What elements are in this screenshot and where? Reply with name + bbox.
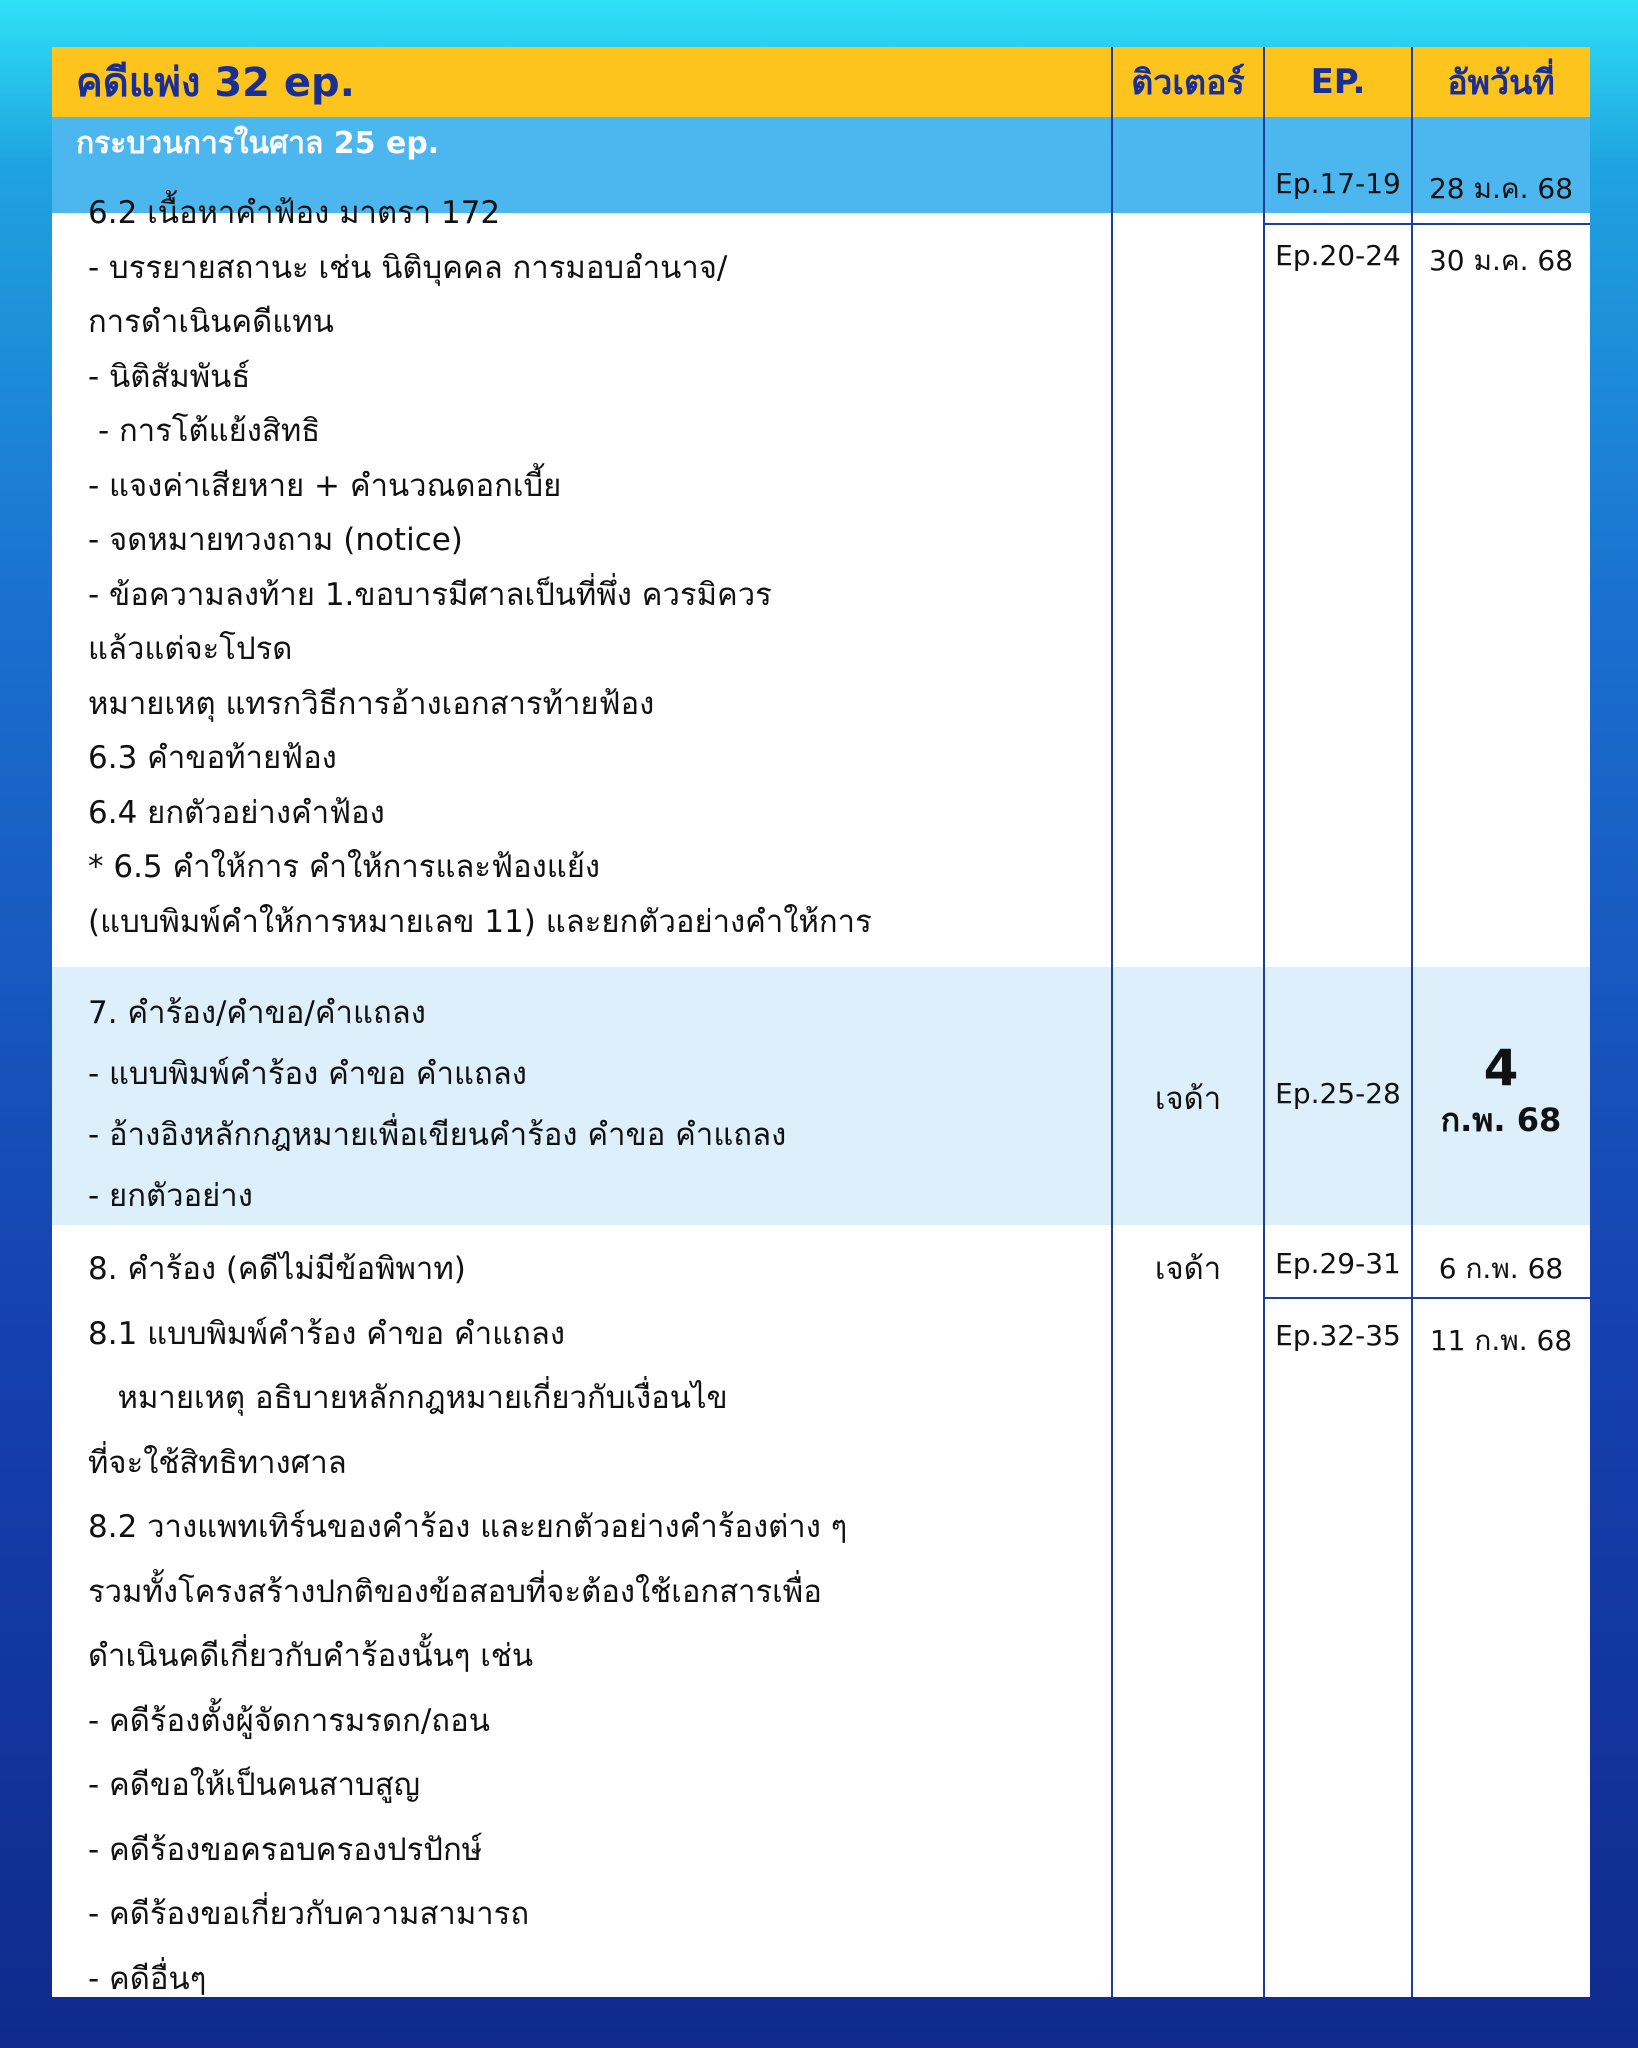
content-line: - ยกตัวอย่าง: [88, 1178, 253, 1214]
content-line: - คดีอื่นๆ: [88, 1960, 207, 1997]
ep-cell: Ep.20-24: [1275, 239, 1401, 272]
date-day-cell: 4: [1483, 1039, 1519, 1097]
content-line: 6.3 คำขอท้ายฟ้อง: [88, 740, 337, 776]
ep-cell: Ep.17-19: [1275, 167, 1401, 200]
column-header-update: อัพวันที่: [1447, 63, 1555, 103]
schedule-table: [52, 47, 1590, 1997]
ep-cell: Ep.25-28: [1275, 1077, 1401, 1110]
tutor-cell: เจด้า: [1154, 1251, 1222, 1287]
content-line: - อ้างอิงหลักกฎหมายเพื่อเขียนคำร้อง คำขอ คำแถลง: [88, 1117, 787, 1153]
content-line: - นิติสัมพันธ์: [88, 358, 251, 395]
column-divider: [1111, 47, 1113, 1997]
row-divider: [1264, 223, 1590, 225]
content-line: 8. คำร้อง (คดีไม่มีข้อพิพาท): [88, 1251, 466, 1287]
row-divider: [1264, 1297, 1590, 1299]
date-month-cell: ก.พ. 68: [1440, 1101, 1562, 1139]
column-divider: [1263, 47, 1265, 1997]
content-line: - จดหมายทวงถาม (notice): [88, 522, 463, 558]
tutor-cell: เจด้า: [1154, 1081, 1222, 1117]
content-line: - คดีขอให้เป็นคนสาบสูญ: [88, 1767, 421, 1803]
section-title: กระบวนการในศาล 25 ep.: [76, 125, 440, 161]
content-line: - แจงค่าเสียหาย + คำนวณดอกเบี้ย: [88, 467, 562, 504]
content-line: 7. คำร้อง/คำขอ/คำแถลง: [88, 995, 426, 1031]
content-line: 6.4 ยกตัวอย่างคำฟ้อง: [88, 794, 385, 831]
content-line: - การโต้แย้งสิทธิ: [98, 413, 321, 449]
content-line: - คดีร้องขอครอบครองปรปักษ์: [88, 1831, 483, 1868]
ep-cell: Ep.32-35: [1275, 1319, 1401, 1352]
section-6-content: [88, 187, 872, 950]
content-line: - บรรยายสถานะ เช่น นิติบุคคล การมอบอำนาจ/: [88, 249, 728, 286]
content-line: (แบบพิมพ์คำให้การหมายเลข 11) และยกตัวอย่างคำให้การ: [88, 903, 872, 940]
course-title: คดีแพ่ง 32 ep.: [76, 60, 355, 106]
section-8-content: [88, 1243, 847, 2017]
date-cell: 30 ม.ค. 68: [1428, 244, 1574, 277]
content-line: หมายเหตุ แทรกวิธีการอ้างเอกสารท้ายฟ้อง: [88, 685, 655, 722]
column-header-ep: EP.: [1310, 62, 1366, 102]
date-cell: 6 ก.พ. 68: [1438, 1252, 1564, 1285]
date-cell: 11 ก.พ. 68: [1429, 1324, 1573, 1357]
ep-cell: Ep.29-31: [1275, 1247, 1401, 1280]
content-line: - แบบพิมพ์คำร้อง คำขอ คำแถลง: [88, 1056, 527, 1092]
content-line: 8.2 วางแพทเทิร์นของคำร้อง และยกตัวอย่างคำร้องต่าง ๆ: [88, 1509, 848, 1545]
column-header-tutor: ติวเตอร์: [1131, 63, 1245, 103]
content-line: ที่จะใช้สิทธิทางศาล: [88, 1444, 347, 1481]
content-line: ดำเนินคดีเกี่ยวกับคำร้องนั้นๆ เช่น: [88, 1638, 534, 1674]
content-line: - คดีร้องขอเกี่ยวกับความสามารถ: [88, 1896, 530, 1932]
content-line: รวมทั้งโครงสร้างปกติของข้อสอบที่จะต้องใช้เอกสารเพื่อ: [88, 1573, 822, 1610]
content-line: - ข้อความลงท้าย 1.ขอบารมีศาลเป็นที่พึ่ง ควรมิควร: [88, 576, 772, 613]
content-line: - คดีร้องตั้งผู้จัดการมรดก/ถอน: [88, 1702, 490, 1739]
column-divider: [1411, 47, 1413, 1997]
content-line: การดำเนินคดีแทน: [88, 304, 334, 340]
content-line: แล้วแต่จะโปรด: [88, 631, 293, 667]
date-cell: 28 ม.ค. 68: [1428, 172, 1574, 205]
content-line: * 6.5 คำให้การ คำให้การและฟ้องแย้ง: [88, 849, 601, 885]
content-line: 8.1 แบบพิมพ์คำร้อง คำขอ คำแถลง: [88, 1315, 566, 1352]
section-7-content: [88, 987, 786, 1231]
content-line: หมายเหตุ อธิบายหลักกฎหมายเกี่ยวกับเงื่อนไข: [88, 1380, 728, 1416]
content-line: 6.2 เนื้อหาคำฟ้อง มาตรา 172: [88, 195, 501, 231]
